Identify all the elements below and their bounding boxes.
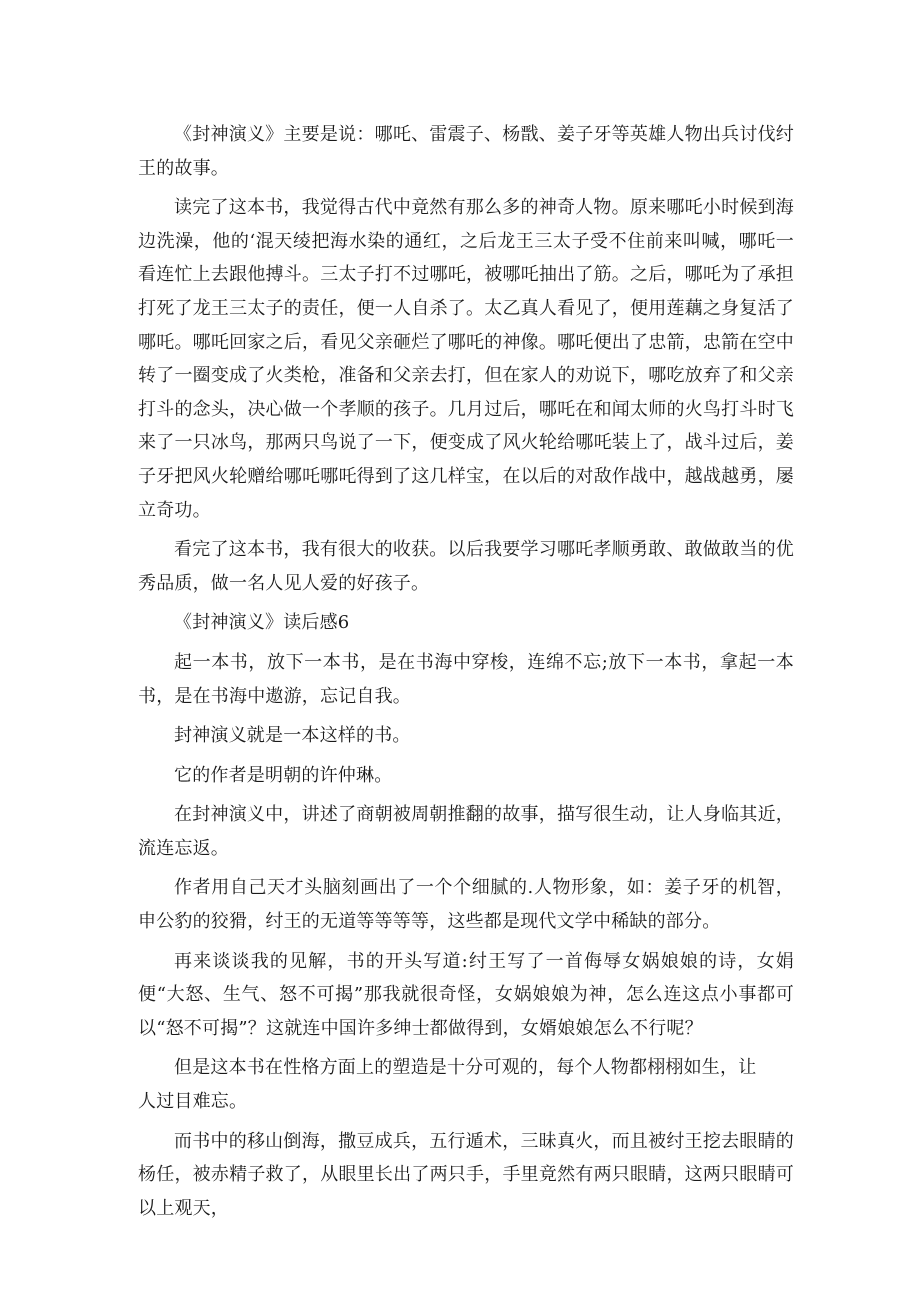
document-page [138,118,794,1231]
paragraph-summary: 《封神演义》主要是说：哪吒、雷震子、杨戬、姜子牙等英雄人物出兵讨伐纣王的故事。 [138,124,794,179]
paragraph-gain: 看完了这本书，我有很大的收获。以后我要学习哪吒孝顺勇敢、敢做敢当的优秀品质，做一名人见人爱的好孩子。 [138,539,794,594]
paragraph-story: 读完了这本书，我觉得古代中竟然有那么多的神奇人物。原来哪吒小时候到海边洗澡，他的‘混天绫把海水染的通红，之后龙王三太子受不住前来叫喊，哪吒一看连忙上去跟他搏斗。三太子打不过哪吒，被哪吒抽出了筋。之后，哪吒为了承担打死了龙王三太子的责任，便一人自杀了。太乙真人看见了，便用莲藕之身复活了哪吒。哪吒回家之后，看见父亲砸烂了哪吒的神像。哪吒便出了忠箭，忠箭在空中转了一圈变成了火类枪，准备和父亲去打，但在家人的劝说下，哪吃放弃了和父亲打斗的念头，决心做一个孝顺的孩子。几月过后，哪吒在和闻太师的火鸟打斗时飞来了一只冰鸟，那两只鸟说了一下，便变成了风火轮给哪吒装上了，战斗过后，姜子牙把风火轮赠给哪吒哪吒得到了这几样宝，在以后的对敌作战中，越战越勇，屡立奇功。 [138,197,794,521]
section-heading: 《封神演义》读后感6 [174,612,350,634]
paragraph-characters: 作者用自己天才头脑刻画出了一个个细腻的.人物形象，如：姜子牙的机智，申公豹的狡猾，纣王的无道等等等等，这些都是现代文学中稀缺的部分。 [138,877,794,933]
paragraph-personality-cont: 人过目难忘。 [138,1091,248,1113]
paragraph-personality: 但是这本书在性格方面上的塑造是十分可观的，每个人物都栩栩如生，让 [174,1057,757,1079]
paragraph-such-book: 封神演义就是一本这样的书。 [174,725,411,747]
paragraph-book-sea: 起一本书，放下一本书，是在书海中穿梭，连绵不忘;放下一本书，拿起一本书，是在书海中遨游，忘记自我。 [138,651,794,707]
paragraph-plot: 在封神演义中，讲述了商朝被周朝推翻的故事，描写很生动，让人身临其近，流连忘返。 [138,804,794,859]
paragraph-author: 它的作者是明朝的许仲琳。 [174,764,393,786]
paragraph-opinion: 再来谈谈我的见解，书的开头写道:纣王写了一首侮辱女娲娘娘的诗，女娟便“大怒、生气、怒不可揭”那我就很奇怪，女娲娘娘为神，怎么连这点小事都可以“怒不可揭”？这就连中国许多绅士都做得到，女婿娘娘怎么不行呢？ [138,950,794,1039]
paragraph-magic: 而书中的移山倒海，撒豆成兵，五行遁术，三昧真火，而且被纣王挖去眼睛的杨任，被赤精子救了，从眼里长出了两只手，手里竟然有两只眼睛，这两只眼睛可以上观天， [138,1130,794,1219]
